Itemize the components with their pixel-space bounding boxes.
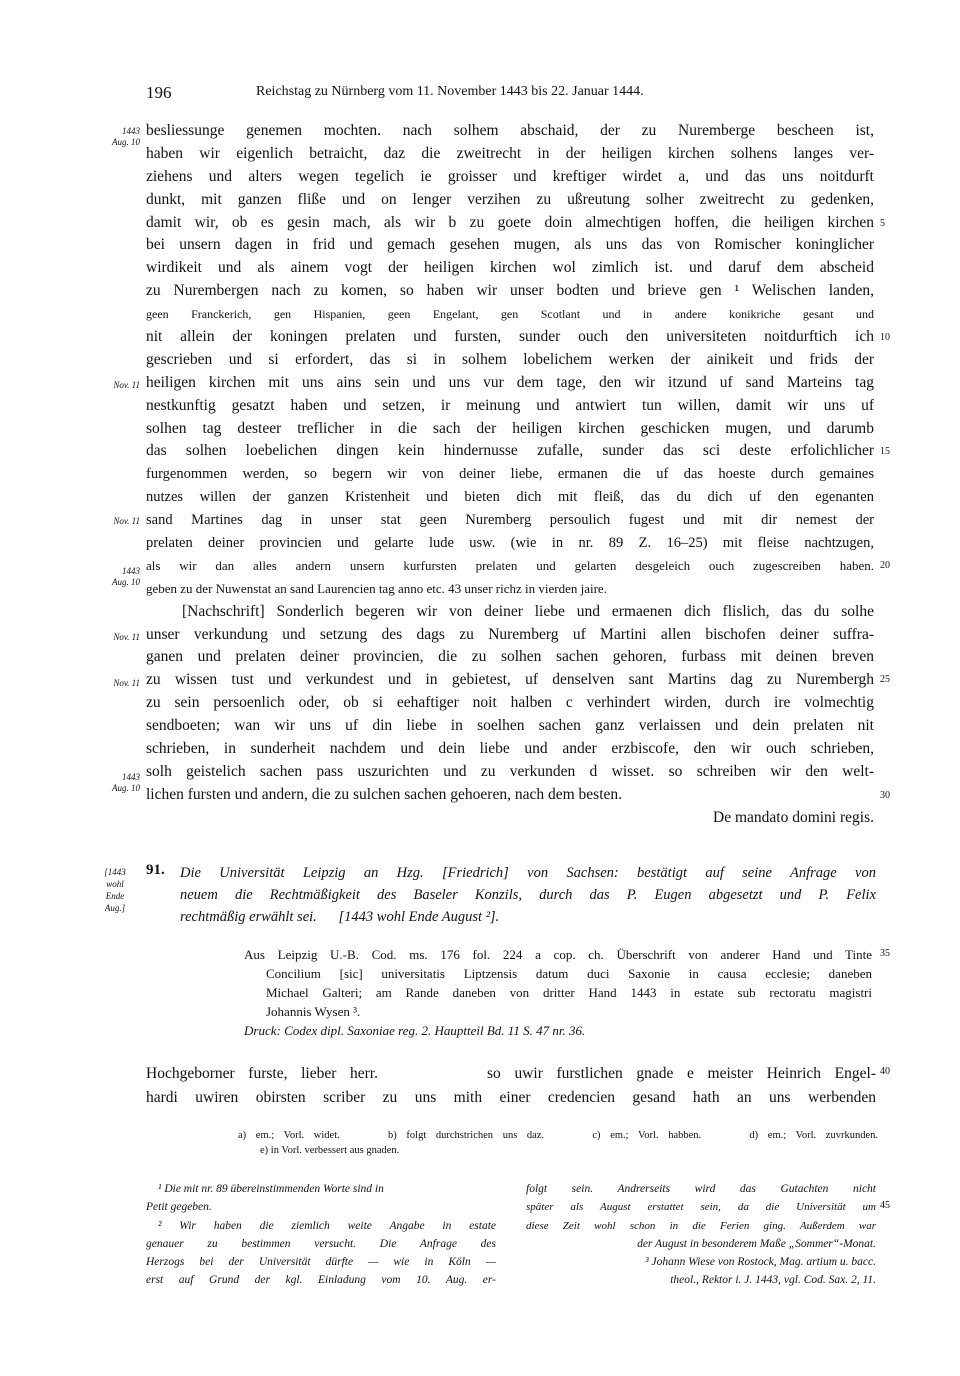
line-number: 15 bbox=[880, 446, 890, 457]
line-number: 10 bbox=[880, 332, 890, 343]
text-line: [Nachschrift] Sonderlich begeren wir von deiner liebe und ermaenen dich flislich, das du solhe bbox=[182, 602, 874, 620]
margin-date: Nov. 11 bbox=[113, 678, 140, 688]
footnote-line: ³ Johann Wiese von Rostock, Mag. artium u. bacc. bbox=[645, 1256, 876, 1269]
line-number: 25 bbox=[880, 674, 890, 685]
footnotes-left bbox=[146, 1180, 496, 1290]
footnote-line: ¹ Die mit nr. 89 übereinstimmenden Worte sind in bbox=[158, 1183, 384, 1195]
footnote-line: diese Zeit wohl schon in die Ferien ging. Außerdem war bbox=[526, 1219, 876, 1232]
text-line: sand Martines dag in unser stat geen Nuremberg persoulich fugest und mit dir nemest der bbox=[146, 512, 874, 529]
text-line: wirdikeit und als ainem vogt der heiligen kirchen wol zimlich ist. und daruf dem abscheid bbox=[146, 259, 874, 277]
footnotes-right bbox=[526, 1180, 876, 1290]
apparatus-line: e) in Vorl. verbessert aus gnaden. bbox=[260, 1145, 400, 1156]
text-line: geben zu der Nuwenstat an sand Laurencien tag anno etc. 43 unser richz in vierden jaire. bbox=[146, 580, 607, 596]
line-number: 35 bbox=[880, 948, 890, 959]
apparatus-line: a) em.; Vorl. widet. b) folgt durchstrichen uns daz. c) em.; Vorl. habben. d) em.; Vorl. zuvrkunden. bbox=[238, 1130, 878, 1141]
section-91-heading bbox=[146, 862, 876, 928]
margin-date: Nov. 11 bbox=[113, 380, 140, 390]
footnote-line: theol., Rektor i. J. 1443, vgl. Cod. Sax. 2, 11. bbox=[670, 1274, 876, 1287]
margin-date: Nov. 11 bbox=[113, 516, 140, 526]
text-line: gescrieben und si erfordert, das si in solhem lobelichem werken der ainikeit und frids der bbox=[146, 350, 874, 368]
line-number: 20 bbox=[880, 560, 890, 571]
text-line: nestkunftig gesatzt haben und setzen, ir meinung und antwiert tun willen, damit wir uns uf bbox=[146, 396, 874, 414]
text-line: haben wir eigenlich betraicht, daz die zweitrecht in der heiligen kirchen solhens langes ver- bbox=[146, 144, 874, 162]
text-line: bei unsern dagen in frid und gemach gesehen mugen, als uns das von Romischer koninglicher bbox=[146, 236, 874, 254]
margin-date: Nov. 11 bbox=[113, 632, 140, 642]
regest bbox=[180, 862, 876, 928]
text-line: nit allein der koningen prelaten und fursten, sunder ouch den universiteten noitdurftich ich bbox=[146, 328, 874, 346]
line-number: 45 bbox=[880, 1200, 890, 1211]
section-number: 91. bbox=[146, 862, 165, 878]
regest-line: rechtmäßig erwählt sei. [1443 wohl Ende August ²]. bbox=[180, 909, 500, 925]
page-number: 196 bbox=[146, 83, 172, 102]
signature: De mandato domini regis. bbox=[713, 808, 874, 826]
line-number: 5 bbox=[880, 218, 885, 229]
line-number: 30 bbox=[880, 790, 890, 801]
text-line: furgenommen werden, so begern wir von deiner liebe, ermanen die uf das hoeste durch gemaines bbox=[146, 466, 874, 483]
text-line: Hochgeborner furste, lieber herr. so uwir furstlichen gnade e meister Heinrich Engel- bbox=[146, 1065, 876, 1082]
critical-apparatus bbox=[238, 1128, 878, 1158]
margin-date: 1443 Aug. 10 bbox=[112, 126, 140, 147]
regest-line: neuem die Rechtmäßigkeit des Baseler Konzils, durch das P. Eugen abgesetzt und P. Felix bbox=[180, 887, 876, 903]
text-line: schrieben, in sunderheit nachdem und dein liebe und ander erzbiscofe, den wir ouch schrieben, bbox=[146, 740, 874, 758]
text-line: solhen tag desteer treflicher in die sach der heiligen kirchen geschicken mugen, und darumb bbox=[146, 419, 874, 437]
text-line: ganen und prelaten deiner provincien, die zu solhen sachen gehoren, furbass mit deinen breven bbox=[146, 648, 874, 666]
footnote-line: Petit gegeben. bbox=[146, 1201, 212, 1214]
section-91-text bbox=[146, 1062, 876, 1110]
footnote-line: genauer zu bestimmen versucht. Die Anfrage des bbox=[146, 1237, 496, 1250]
text-line: zu sein persoenlich oder, ob si eehaftiger noit halben c verhindert wirden, durch ire volmechtig bbox=[146, 694, 874, 712]
text-line: sendboeten; wan wir uns uf din liebe in soelhen sachen ganz verlaissen und dein prelaten nit bbox=[146, 717, 874, 735]
footnote-line: Herzogs bei der Universität dürfte — wie in Köln — bbox=[146, 1256, 496, 1269]
footnote-line: der August in besonderem Maße „Sommer“-Monat. bbox=[637, 1237, 876, 1250]
main-text bbox=[146, 120, 874, 830]
text-line: besliessunge genemen mochten. nach solhem abschaid, der zu Nuremberge bescheen ist, bbox=[146, 122, 874, 139]
line-number: 40 bbox=[880, 1066, 890, 1077]
footnote-line: später als August erstattet sein, da die Universität um bbox=[526, 1201, 876, 1214]
text-line: geen Franckerich, gen Hispanien, geen Engelant, gen Scotlant und in andere konikriche gesant und bbox=[146, 307, 874, 322]
text-line: damit wir, ob es gesin mach, als wir b zu goete doin almechtigen hoffen, die heiligen kirchen bbox=[146, 213, 874, 231]
text-line: nutzes willen der ganzen Kristenheit und bieten dich mit fleiß, das du dich uf den egenanten bbox=[146, 489, 874, 506]
text-line: dunkt, mit ganzen fliße und on lenger verzihen zu ußreutung solher zweitrecht zu gedenken, bbox=[146, 190, 874, 208]
text-line: das solhen loebelichen dingen kein hindernusse zufalle, sunder das sci deste erfolichlicher bbox=[146, 442, 874, 460]
text-line: heiligen kirchen mit uns ains sein und uns vur dem tage, den wir itzund uf sand Marteins tag bbox=[146, 373, 874, 391]
regest-line: Die Universität Leipzig an Hzg. [Friedrich] von Sachsen: bestätigt auf seine Anfrage von bbox=[180, 865, 876, 881]
text-line: prelaten deiner provincien und gelarte lude usw. (wie in nr. 89 Z. 16–25) mit fleise nachtzugen, bbox=[146, 535, 874, 552]
margin-date: 1443 Aug. 10 bbox=[112, 772, 140, 793]
margin-date: 1443 Aug. 10 bbox=[112, 566, 140, 587]
text-line: zu Nurembergen nach zu komen, so haben wir unser bodten und brieve gen ¹ Welischen landen, bbox=[146, 282, 874, 300]
source-line: Concilium [sic] universitatis Liptzensis datum duci Saxonie in causa ecclesie; daneben bbox=[266, 966, 872, 981]
footnote-line: folgt sein. Andrerseits wird das Gutachten nicht bbox=[526, 1183, 876, 1195]
text-line: hardi uwiren obirsten scriber zu uns mith einer credencien gesand hath an uns werbenden bbox=[146, 1089, 876, 1106]
text-line: als wir dan alles andern unsern kurfursten prelaten und gelarten desgeleich ouch zugescreiben haben. bbox=[146, 557, 874, 573]
text-line: zu wissen tust und verkundest und in gebietest, uf denselven sant Martins dag zu Nurembergh bbox=[146, 671, 874, 689]
text-line: ziehens und alters wegen tegelich ie groisser und kreftiger wirdet a, und das uns noitdurft bbox=[146, 167, 874, 185]
footnote-line: erst auf Grund der kgl. Einladung vom 10. Aug. er- bbox=[146, 1274, 496, 1287]
section-margin-date: [1443 wohl Ende Aug.] bbox=[104, 867, 126, 913]
footnote-line: ² Wir haben die ziemlich weite Angabe in estate bbox=[158, 1219, 496, 1232]
source-description bbox=[244, 945, 872, 1040]
running-title: Reichstag zu Nürnberg vom 11. November 1443 bis 22. Januar 1444. bbox=[256, 84, 644, 99]
text-line: solh geistelich sachen pass uszurichten und zu verkunden d wisset. so schreiben wir den welt- bbox=[146, 762, 874, 780]
source-line: Johannis Wysen ³. bbox=[266, 1004, 361, 1019]
print-reference: Druck: Codex dipl. Saxoniae reg. 2. Hauptteil Bd. 11 S. 47 nr. 36. bbox=[244, 1023, 586, 1038]
source-line: Aus Leipzig U.-B. Cod. ms. 176 fol. 224 a cop. ch. Überschrift von anderer Hand und Tinte bbox=[244, 947, 872, 962]
text-line: unser verkundung und setzung des dags zu Nuremberg uf Martini allen bischofen deiner suffra- bbox=[146, 625, 874, 643]
source-line: Michael Galteri; am Rande daneben von dritter Hand 1443 in estate sub rectoratu magistri bbox=[266, 985, 872, 1000]
text-line: lichen fursten und andern, die zu sulchen sachen gehoeren, nach dem besten. bbox=[146, 785, 623, 803]
